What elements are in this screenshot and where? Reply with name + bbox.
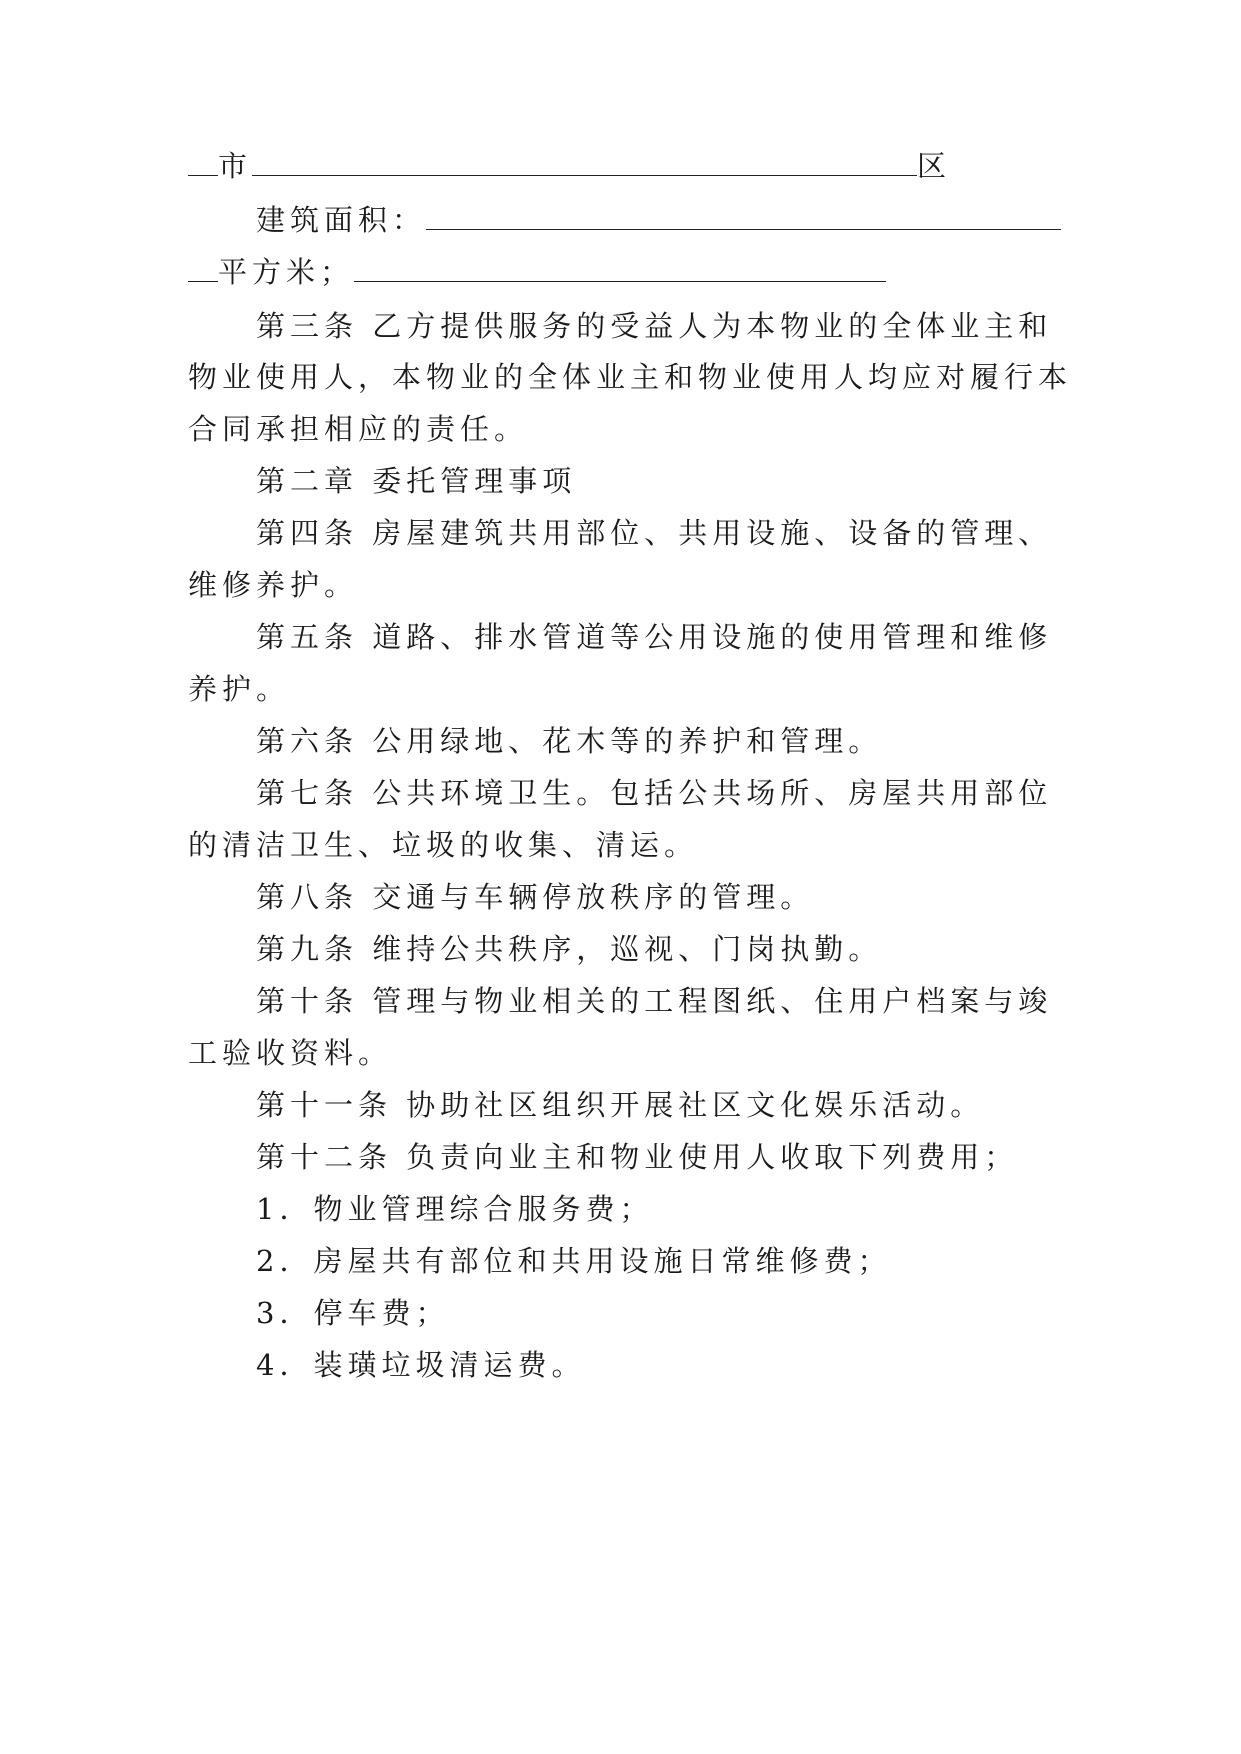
area-label: 建筑面积： xyxy=(256,203,427,237)
fee-item: 1．物业管理综合服务费； xyxy=(256,1192,654,1226)
city-blank xyxy=(188,151,218,176)
area-line xyxy=(256,200,1061,240)
fee-item: 4．装璜垃圾清运费。 xyxy=(256,1348,586,1382)
article3-line3: 合同承担相应的责任。 xyxy=(188,412,529,446)
article8: 第八条 交通与车辆停放秩序的管理。 xyxy=(256,880,815,914)
article5-line2: 养护。 xyxy=(188,672,291,706)
article10-line1: 第十条 管理与物业相关的工程图纸、住用户档案与竣 xyxy=(256,984,1053,1018)
article5-line1: 第五条 道路、排水管道等公用设施的使用管理和维修 xyxy=(256,620,1053,654)
area-unit: 平方米； xyxy=(218,255,355,289)
area-unit-line xyxy=(188,252,886,292)
article6: 第六条 公用绿地、花木等的养护和管理。 xyxy=(256,724,883,758)
area-blank xyxy=(426,205,1061,230)
article4-line1: 第四条 房屋建筑共用部位、共用设施、设备的管理、 xyxy=(256,516,1053,550)
article7-line2: 的清洁卫生、垃圾的收集、清运。 xyxy=(188,828,699,862)
article12: 第十二条 负责向业主和物业使用人收取下列费用； xyxy=(256,1140,1019,1174)
fee-item: 2．房屋共有部位和共用设施日常维修费； xyxy=(256,1244,892,1278)
article9: 第九条 维持公共秩序，巡视、门岗执勤。 xyxy=(256,932,883,966)
district-blank xyxy=(252,151,917,176)
article11: 第十一条 协助社区组织开展社区文化娱乐活动。 xyxy=(256,1088,985,1122)
address-line xyxy=(188,146,951,186)
article3-line2: 物业使用人，本物业的全体业主和物业使用人均应对履行本 xyxy=(188,360,1073,394)
city-suffix: 市 xyxy=(218,149,253,183)
article7-line1: 第七条 公共环境卫生。包括公共场所、房屋共用部位 xyxy=(256,776,1053,810)
district-suffix: 区 xyxy=(917,149,952,183)
chapter2-heading: 第二章 委托管理事项 xyxy=(256,464,577,498)
article10-line2: 工验收资料。 xyxy=(188,1036,393,1070)
article3-line1: 第三条 乙方提供服务的受益人为本物业的全体业主和 xyxy=(256,309,1053,343)
area-extra-blank xyxy=(354,257,886,282)
area-value-blank xyxy=(188,257,218,282)
fee-item: 3．停车费； xyxy=(256,1296,450,1330)
article4-line2: 维修养护。 xyxy=(188,568,359,602)
